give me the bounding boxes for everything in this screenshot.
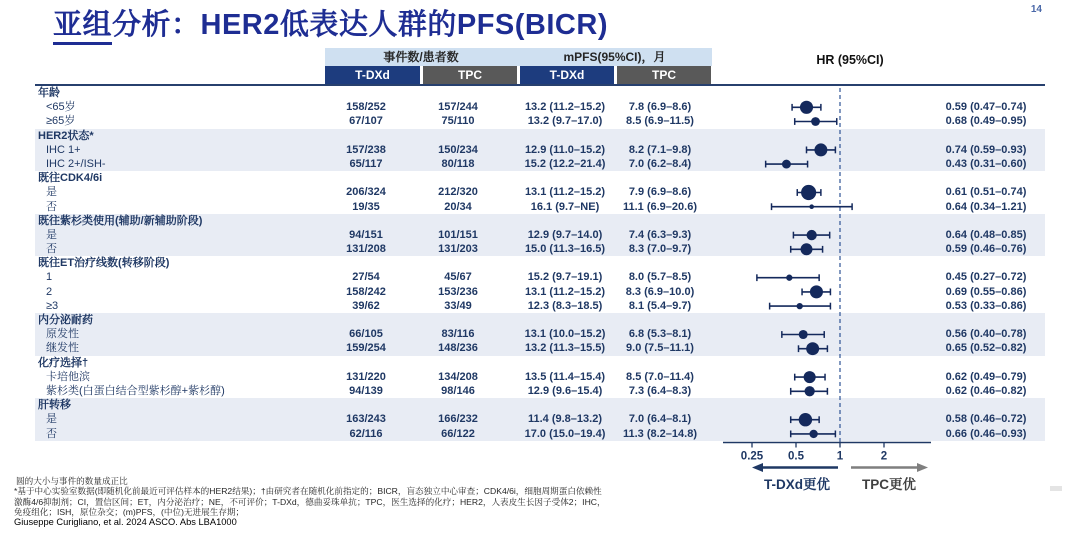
- mpfs-header: mPFS(95%CI)，月: [563, 50, 666, 64]
- footnote-line: 圆的大小与事件的数量成正比: [16, 476, 128, 486]
- hr-value: 0.62 (0.49–0.79): [945, 370, 1027, 383]
- group-header-row: [35, 214, 1045, 228]
- subgroup-block: [35, 256, 1045, 313]
- subgroup-label: 否: [46, 200, 57, 213]
- subgroup-block: [35, 398, 1045, 441]
- subgroup-label: 原发性: [46, 328, 79, 341]
- mpfs-tpc: 11.3 (8.2–14.8): [622, 427, 697, 440]
- mpfs-tdxd: 12.3 (8.3–18.5): [527, 299, 603, 312]
- hr-value: 0.64 (0.34–1.21): [945, 200, 1027, 213]
- hr-value: 0.65 (0.52–0.82): [945, 342, 1027, 355]
- table-row: [35, 157, 1045, 171]
- subgroup-category-label: 年龄: [38, 87, 60, 99]
- axis-tick-label: 1: [836, 450, 844, 463]
- mpfs-tpc: 8.5 (6.9–11.5): [626, 115, 694, 128]
- hr-value: 0.74 (0.59–0.93): [945, 143, 1027, 156]
- col-header-tpc-events: TPC: [423, 66, 517, 84]
- group-header-row: [35, 356, 1045, 370]
- group-header-row: [35, 256, 1045, 270]
- events-tpc: 80/118: [441, 157, 475, 170]
- table-row: [35, 299, 1045, 313]
- mpfs-tdxd: 12.9 (11.0–15.2): [524, 143, 606, 156]
- mpfs-tpc: 7.8 (6.9–8.6): [628, 101, 692, 114]
- hr-value: 0.61 (0.51–0.74): [945, 186, 1027, 199]
- citation: Giuseppe Curigliano, et al. 2024 ASCO. Abs LBA1000: [14, 517, 237, 527]
- subgroup-label: 是: [46, 186, 57, 199]
- mpfs-tpc: 8.1 (5.4–9.7): [628, 299, 692, 312]
- hr-value: 0.64 (0.48–0.85): [945, 228, 1027, 241]
- tpc-arrow-head: [917, 463, 928, 472]
- mpfs-tpc: 7.0 (6.2–8.4): [628, 157, 692, 170]
- slide-title-underlined: 亚组: [53, 9, 112, 45]
- events-tdxd: 19/35: [352, 200, 380, 213]
- mpfs-tpc: 8.5 (7.0–11.4): [626, 370, 694, 383]
- events-patients-header: 事件数/患者数: [383, 50, 459, 64]
- subgroup-block: [35, 86, 1045, 129]
- events-tpc: 83/116: [441, 328, 475, 341]
- events-tpc: 166/232: [438, 413, 478, 426]
- events-tdxd: 27/54: [352, 271, 380, 284]
- watermark: [1050, 486, 1062, 491]
- events-tpc: 101/151: [438, 228, 478, 241]
- subgroup-block: [35, 356, 1045, 399]
- table-row: [35, 341, 1045, 355]
- subgroup-block: [35, 313, 1045, 356]
- subgroup-label: 是: [46, 413, 57, 426]
- mpfs-tpc: 8.3 (6.9–10.0): [625, 285, 695, 298]
- events-tdxd: 66/105: [349, 328, 383, 341]
- mpfs-tpc: 6.8 (5.3–8.1): [628, 328, 692, 341]
- table-row: [35, 114, 1045, 128]
- hr-column-header: HR (95%CI): [816, 53, 884, 67]
- group-header-row: [35, 398, 1045, 412]
- subgroup-label: 卡培他滨: [46, 370, 90, 383]
- group-header-row: [35, 171, 1045, 185]
- tpc-better-label: TPC更优: [862, 477, 916, 492]
- events-tdxd: 131/208: [346, 243, 386, 256]
- events-tdxd: 159/254: [346, 342, 386, 355]
- hr-value: 0.68 (0.49–0.95): [945, 115, 1027, 128]
- axis-tick-label: 2: [880, 450, 888, 463]
- mpfs-tdxd: 16.1 (9.7–NE): [530, 200, 600, 213]
- subgroup-block: [35, 214, 1045, 257]
- hr-value: 0.66 (0.46–0.93): [945, 427, 1027, 440]
- events-tdxd: 131/220: [346, 370, 386, 383]
- mpfs-tpc: 11.1 (6.9–20.6): [622, 200, 697, 213]
- subgroup-label: <65岁: [46, 101, 76, 114]
- col-header-tpc-mpfs: TPC: [617, 66, 711, 84]
- subgroup-block: [35, 129, 1045, 172]
- subgroup-category-label: 既往CDK4/6i: [38, 172, 103, 185]
- mpfs-tdxd: 13.2 (9.7–17.0): [527, 115, 603, 128]
- mpfs-tdxd: 13.1 (11.2–15.2): [524, 186, 606, 199]
- subgroup-category-label: HER2状态*: [38, 129, 94, 142]
- footnote-line: 激酶4/6抑制剂；CI，置信区间；ET，内分泌治疗；NE，不可评价；T-DXd，德曲妥珠单抗；TPC，医生选择的化疗；HER2，人表皮生长因子受体2；IHC，: [14, 496, 606, 507]
- mpfs-tdxd: 13.1 (11.2–15.2): [524, 285, 606, 298]
- footnotes: [14, 476, 606, 518]
- table-row: [35, 270, 1045, 284]
- col-header-tdxd-events: T-DXd: [325, 66, 420, 84]
- mpfs-tdxd: 12.9 (9.7–14.0): [527, 228, 603, 241]
- page-number: 14: [1030, 4, 1042, 15]
- mpfs-tdxd: 15.2 (12.2–21.4): [524, 157, 606, 170]
- events-tpc: 66/122: [441, 427, 475, 440]
- subgroup-category-label: 肝转移: [38, 399, 71, 412]
- events-tpc: 20/34: [444, 200, 472, 213]
- footnote-line: 免疫组化；ISH，原位杂交；(m)PFS，(中位)无进展生存期；: [14, 507, 245, 518]
- col-header-tdxd-mpfs: T-DXd: [520, 66, 614, 84]
- table-row: [35, 370, 1045, 384]
- hr-value: 0.53 (0.33–0.86): [945, 299, 1027, 312]
- subgroup-category-label: 化疗选择†: [38, 356, 89, 369]
- table-row: [35, 327, 1045, 341]
- mpfs-tpc: 7.3 (6.4–8.3): [628, 384, 692, 397]
- table-row: [35, 412, 1045, 426]
- subgroup-label: ≥3: [46, 299, 59, 312]
- mpfs-tpc: 8.2 (7.1–9.8): [628, 143, 692, 156]
- table-row: [35, 143, 1045, 157]
- mpfs-tpc: 7.4 (6.3–9.3): [628, 228, 692, 241]
- mpfs-tpc: 9.0 (7.5–11.1): [626, 342, 694, 355]
- subgroup-label: 否: [46, 243, 57, 256]
- events-tpc: 150/234: [438, 143, 478, 156]
- mpfs-tpc: 8.0 (5.7–8.5): [628, 271, 692, 284]
- subgroup-label: 是: [46, 228, 57, 241]
- mpfs-tdxd: 12.9 (9.6–15.4): [527, 384, 603, 397]
- subgroup-label: IHC 2+/ISH-: [46, 157, 106, 170]
- subgroup-label: 继发性: [46, 342, 79, 355]
- events-tdxd: 206/324: [346, 186, 386, 199]
- subgroup-label: 2: [46, 285, 53, 298]
- hr-value: 0.69 (0.55–0.86): [945, 285, 1027, 298]
- subgroup-label: 紫杉类(白蛋白结合型紫杉醇+紫杉醇): [46, 384, 225, 397]
- hr-value: 0.43 (0.31–0.60): [945, 157, 1027, 170]
- events-tpc: 75/110: [441, 115, 475, 128]
- events-tpc: 157/244: [438, 101, 478, 114]
- events-tdxd: 94/139: [349, 384, 383, 397]
- events-tpc: 131/203: [438, 243, 478, 256]
- hr-value: 0.45 (0.27–0.72): [945, 271, 1027, 284]
- axis-tick-label: 0.25: [740, 450, 764, 463]
- events-tdxd: 62/116: [349, 427, 383, 440]
- table-row: [35, 100, 1045, 114]
- events-tdxd: 158/252: [346, 101, 386, 114]
- table-row: [35, 228, 1045, 242]
- subgroup-block: [35, 171, 1045, 214]
- mpfs-tdxd: 15.2 (9.7–19.1): [527, 271, 603, 284]
- mpfs-tdxd: 11.4 (9.8–13.2): [527, 413, 602, 426]
- table-row: [35, 185, 1045, 199]
- events-tpc: 134/208: [438, 370, 478, 383]
- group-header-row: [35, 129, 1045, 143]
- subgroup-table: [35, 86, 1045, 441]
- slide-title: [53, 2, 608, 43]
- subgroup-label: IHC 1+: [46, 143, 81, 156]
- hr-value: 0.58 (0.46–0.72): [945, 413, 1027, 426]
- hr-value: 0.62 (0.46–0.82): [945, 384, 1027, 397]
- subgroup-label: 否: [46, 427, 57, 440]
- group-header-row: [35, 313, 1045, 327]
- events-tpc: 45/67: [444, 271, 472, 284]
- tdxd-arrow-head: [752, 463, 763, 472]
- subgroup-category-label: 既往紫杉类使用(辅助/新辅助阶段): [38, 214, 203, 227]
- events-tpc: 148/236: [438, 342, 478, 355]
- events-tdxd: 94/151: [349, 228, 383, 241]
- events-tpc: 98/146: [441, 384, 475, 397]
- mpfs-tdxd: 15.0 (11.3–16.5): [524, 243, 606, 256]
- mpfs-tdxd: 13.2 (11.3–15.5): [524, 342, 606, 355]
- table-row: [35, 384, 1045, 398]
- footnote-line: *基于中心实验室数据(即随机化前最近可评估样本的HER2结果)；†由研究者在随机化前指定的；BICR，盲态独立中心审查；CDK4/6i，细胞周期蛋白依赖性: [14, 486, 602, 497]
- table-row: [35, 285, 1045, 299]
- hr-value: 0.59 (0.46–0.76): [945, 243, 1027, 256]
- mpfs-tdxd: 13.5 (11.4–15.4): [524, 370, 606, 383]
- subgroup-label: 1: [46, 271, 53, 284]
- events-tpc: 33/49: [444, 299, 472, 312]
- events-tdxd: 158/242: [346, 285, 386, 298]
- events-tdxd: 67/107: [349, 115, 383, 128]
- mpfs-tpc: 7.0 (6.4–8.1): [628, 413, 692, 426]
- group-header-row: [35, 86, 1045, 100]
- events-tdxd: 65/117: [349, 157, 383, 170]
- events-tpc: 153/236: [438, 285, 478, 298]
- slide-title-rest: 分析：HER2低表达人群的PFS(BICR): [112, 9, 608, 41]
- mpfs-tdxd: 13.1 (10.0–15.2): [524, 328, 606, 341]
- events-tpc: 212/320: [438, 186, 478, 199]
- mpfs-tdxd: 13.2 (11.2–15.2): [524, 101, 606, 114]
- tdxd-better-label: T-DXd更优: [764, 477, 830, 492]
- subgroup-category-label: 既往ET治疗线数(转移阶段): [38, 257, 170, 270]
- table-row: [35, 200, 1045, 214]
- mpfs-tdxd: 17.0 (15.0–19.4): [524, 427, 606, 440]
- axis-tick-label: 0.5: [788, 450, 804, 463]
- events-tdxd: 163/243: [346, 413, 386, 426]
- mpfs-tpc: 8.3 (7.0–9.7): [628, 243, 692, 256]
- events-tdxd: 39/62: [352, 299, 380, 312]
- events-tdxd: 157/238: [346, 143, 386, 156]
- mpfs-tpc: 7.9 (6.9–8.6): [628, 186, 692, 199]
- table-row: [35, 427, 1045, 441]
- hr-value: 0.56 (0.40–0.78): [945, 328, 1027, 341]
- subgroup-label: ≥65岁: [46, 115, 76, 128]
- subgroup-category-label: 内分泌耐药: [38, 314, 93, 326]
- hr-value: 0.59 (0.47–0.74): [945, 101, 1027, 114]
- table-row: [35, 242, 1045, 256]
